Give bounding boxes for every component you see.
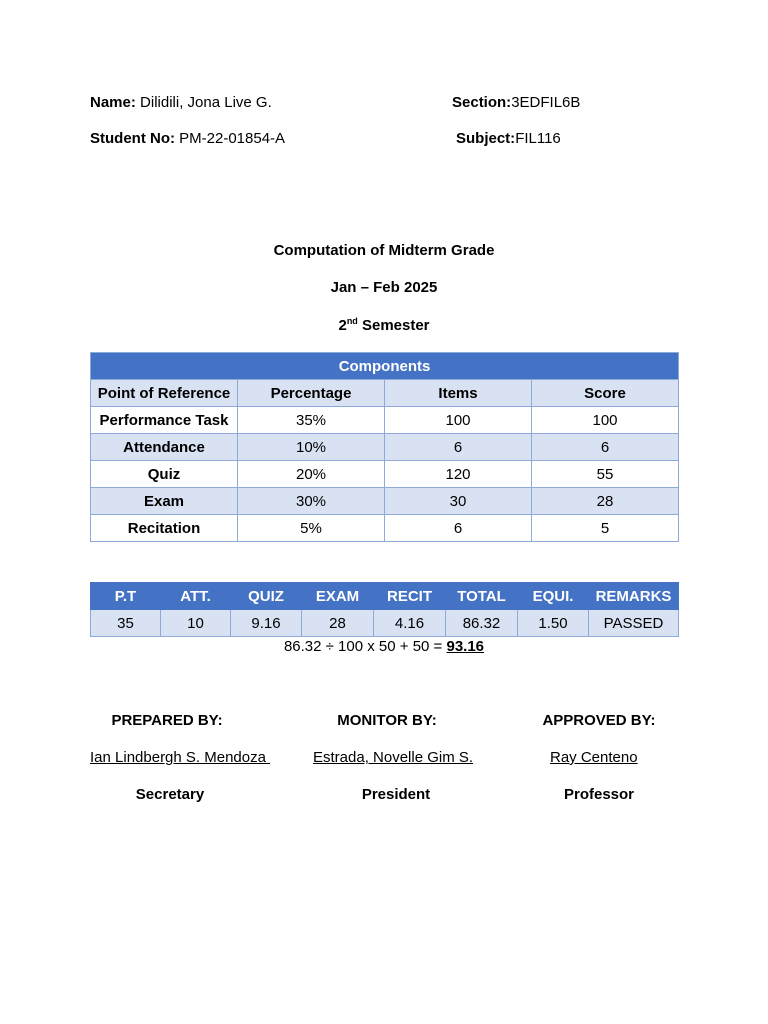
semester-text: Semester [357,317,430,334]
section-line [452,94,580,111]
row-percentage: 10% [238,434,385,461]
row-items: 120 [385,461,532,488]
components-header-row [91,380,679,407]
semester-number: 2 [338,317,347,334]
final-grade: 93.16 [446,638,485,655]
monitor-by-role: President [361,786,431,803]
row-score: 28 [532,488,679,515]
row-percentage: 5% [238,515,385,542]
summary-value-equi: 1.50 [518,610,589,637]
table-row [91,407,679,434]
semester-ordinal: nd [346,316,358,326]
summary-header-quiz: QUIZ [231,583,302,610]
row-label: Performance Task [91,407,238,434]
period-heading: Jan – Feb 2025 [330,279,438,296]
summary-value-total: 86.32 [446,610,518,637]
row-label: Attendance [91,434,238,461]
name-line [90,94,272,111]
row-items: 6 [385,515,532,542]
student-no-line [90,130,285,147]
summary-value-quiz: 9.16 [231,610,302,637]
row-percentage: 35% [238,407,385,434]
components-table [90,352,679,542]
prepared-by-label: PREPARED BY: [111,712,223,729]
row-label: Exam [91,488,238,515]
section-label: Section: [452,94,512,111]
student-no-value: PM-22-01854-A [179,130,286,147]
summary-value-recit: 4.16 [374,610,446,637]
table-row [91,515,679,542]
table-row [91,434,679,461]
header-items: Items [385,380,532,407]
approved-by-label: APPROVED BY: [542,712,656,729]
table-row [91,461,679,488]
row-items: 100 [385,407,532,434]
summary-header-att: ATT. [161,583,231,610]
monitor-by-name: Estrada, Novelle Gim S. [313,749,474,766]
summary-header-recit: RECIT [374,583,446,610]
row-score: 6 [532,434,679,461]
row-score: 55 [532,461,679,488]
subject-label: Subject: [456,130,516,147]
student-no-label: Student No: [90,130,175,147]
approved-by-role: Professor [563,786,635,803]
header-point-of-reference: Point of Reference [91,380,238,407]
summary-header-remarks: REMARKS [589,583,679,610]
summary-value-att: 10 [161,610,231,637]
row-items: 30 [385,488,532,515]
summary-header-row [91,583,679,610]
row-score: 5 [532,515,679,542]
row-score: 100 [532,407,679,434]
name-label: Name: [90,94,136,111]
summary-header-pt: P.T [91,583,161,610]
table-row [91,488,679,515]
subject-line [456,130,561,147]
summary-value-exam: 28 [302,610,374,637]
row-label: Quiz [91,461,238,488]
summary-header-exam: EXAM [302,583,374,610]
name-value: Dilidili, Jona Live G. [140,94,272,111]
components-title: Components [91,353,679,380]
section-value: 3EDFIL6B [511,94,581,111]
summary-header-total: TOTAL [446,583,518,610]
header-percentage: Percentage [238,380,385,407]
formula-line [0,638,768,655]
summary-value-pt: 35 [91,610,161,637]
row-items: 6 [385,434,532,461]
monitor-by-label: MONITOR BY: [337,712,437,729]
approved-by-name: Ray Centeno [550,749,638,766]
subject-value: FIL116 [515,130,561,147]
semester-heading [0,316,768,334]
summary-value-remarks: PASSED [589,610,679,637]
summary-table [90,582,679,637]
row-percentage: 30% [238,488,385,515]
row-percentage: 20% [238,461,385,488]
header-score: Score [532,380,679,407]
document-title: Computation of Midterm Grade [273,242,495,259]
row-label: Recitation [91,515,238,542]
summary-value-row [91,610,679,637]
summary-header-equi: EQUI. [518,583,589,610]
prepared-by-name: Ian Lindbergh S. Mendoza [90,749,271,766]
prepared-by-role: Secretary [135,786,205,803]
formula-text: 86.32 ÷ 100 x 50 + 50 = [283,638,447,655]
